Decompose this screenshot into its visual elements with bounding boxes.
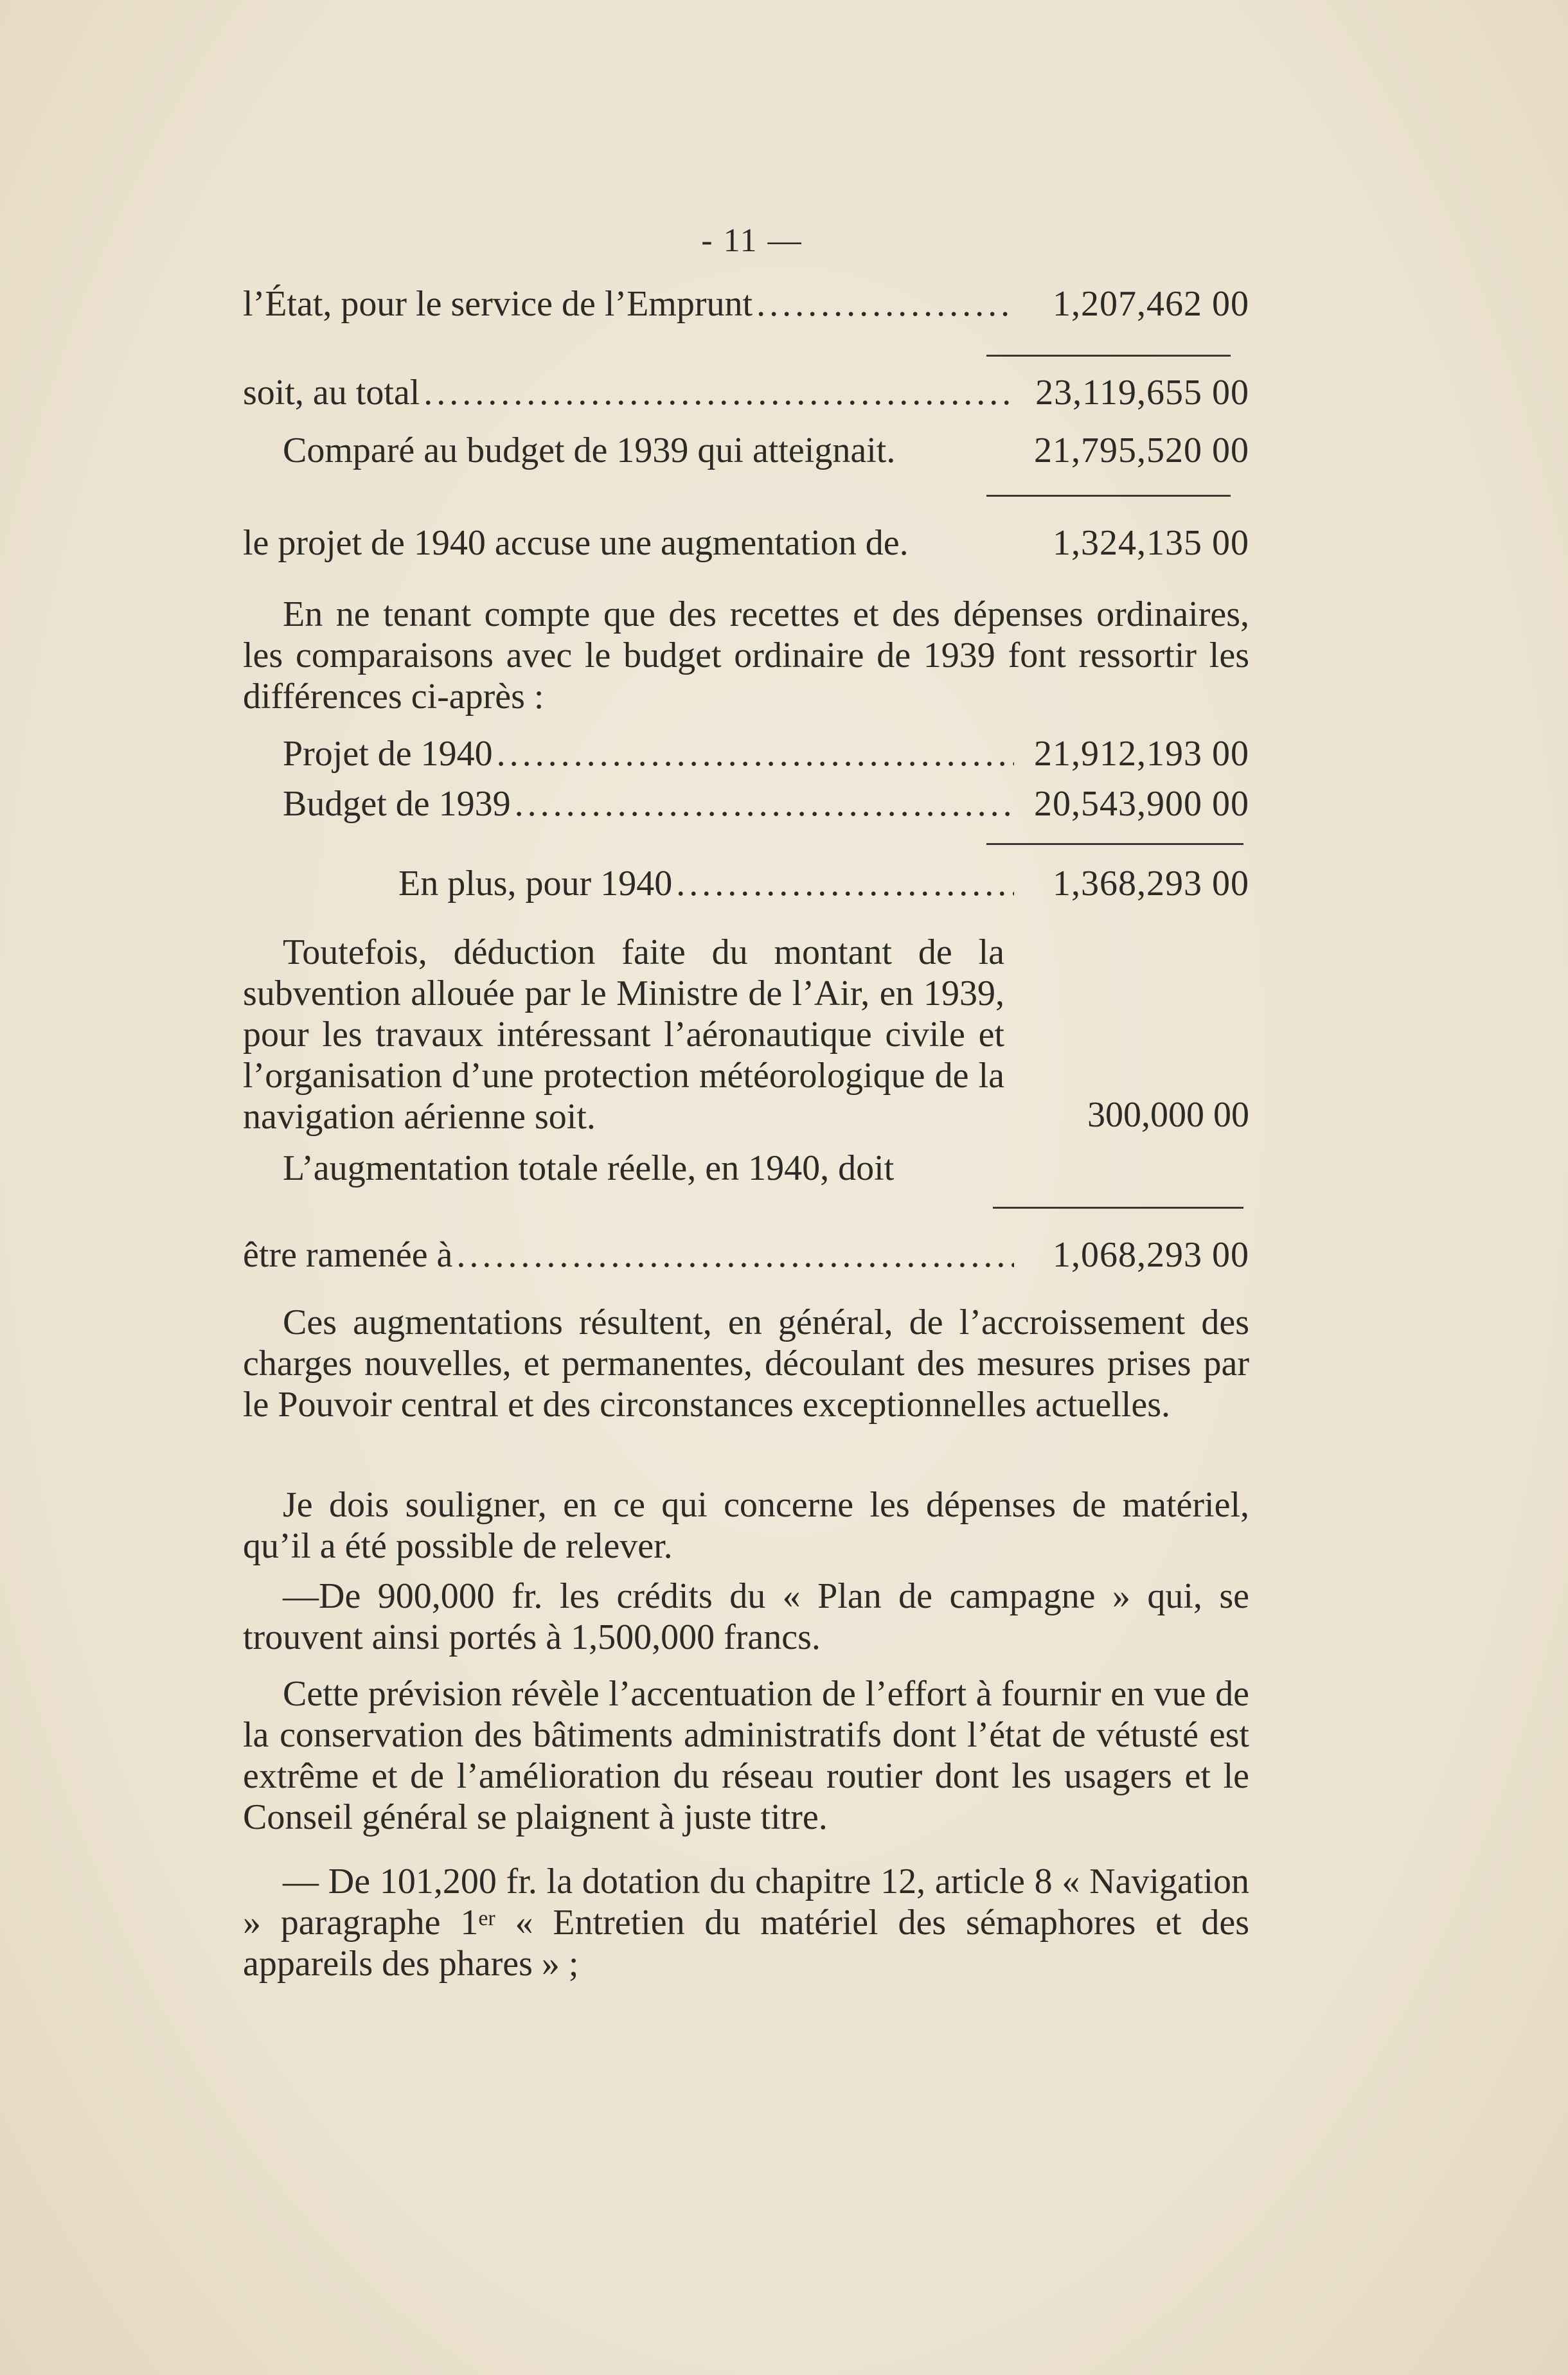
sum-rule: [986, 355, 1231, 357]
row-ramenee: [243, 1234, 1249, 1276]
total-rule: [993, 1207, 1243, 1209]
row-projet: [243, 733, 1249, 775]
leader-dots: [423, 371, 1014, 414]
row-label: l’État, pour le service de l’Emprunt: [243, 284, 753, 324]
paragraph-ces-augmentations: [243, 1302, 1249, 1425]
row-label: le projet de 1940 accuse une augmentation de.: [243, 523, 909, 563]
leader-dots: [456, 1234, 1014, 1276]
paragraph-augmentation-totale: [243, 1148, 1004, 1189]
paragraph-text: Je dois souligner, en ce qui concerne les dépenses de matériel, qu’il a été possible de relever.: [243, 1485, 1249, 1566]
page-number: - 11 —: [701, 222, 803, 259]
paragraph-text: En ne tenant compte que des recettes et des dépenses ordinaires, les comparaisons avec le budget ordinaire de 1939 font ressortir les différences ci-après :: [243, 594, 1249, 716]
difference-rule: [986, 495, 1231, 497]
paragraph-text: Cette prévision révèle l’accentuation de l’effort à fournir en vue de la conservation des bâtiments administratifs dont l’état de vétusté est extrême et de l’amélioration du réseau routier dont les usagers et le Conseil général se plaignent à juste titre.: [243, 1674, 1249, 1837]
paragraph-text: — De 101,200 fr. la dotation du chapitre 12, article 8 « Navigation » paragraphe 1er « Entretien du matériel des sémaphores et des appareils des phares » ;: [243, 1862, 1250, 1984]
row-amount: 1,368,293 00: [1053, 864, 1249, 903]
row-total: [243, 371, 1249, 414]
paragraph-de-900000: [243, 1576, 1249, 1658]
paragraph-toutefois: [243, 932, 1004, 1137]
row-compare: [243, 429, 1249, 472]
row-amount: 23,119,655 00: [1035, 373, 1249, 413]
row-enplus: [243, 862, 1249, 905]
paragraph-text: —De 900,000 fr. les crédits du « Plan de campagne » qui, se trouvent ainsi portés à 1,500,000 francs.: [243, 1576, 1249, 1657]
row-label: Comparé au budget de 1939 qui atteignait.: [283, 431, 896, 470]
row-amount: 1,324,135 00: [1053, 523, 1249, 563]
difference-rule: [986, 843, 1243, 845]
row-label: être ramenée à: [243, 1235, 453, 1275]
leader-dots: [497, 733, 1014, 775]
paragraph-en-ne-tenant: [243, 594, 1249, 717]
row-label: soit, au total: [243, 373, 420, 413]
leader-dots: [676, 862, 1014, 905]
row-amount: 1,068,293 00: [1053, 1235, 1249, 1275]
paragraph-je-dois: [243, 1484, 1249, 1567]
row-amount: 1,207,462 00: [1053, 284, 1249, 324]
row-budget: [243, 783, 1249, 825]
paragraph-text: Ces augmentations résultent, en général, de l’accroissement des charges nouvelles, et permanentes, découlant des mesures prises par le Pouvoir central et des circonstances exceptionnelles actuelles.: [243, 1303, 1249, 1425]
row-label: En plus, pour 1940: [398, 864, 673, 903]
leader-dots: [515, 783, 1014, 825]
leader-dots: [756, 283, 1014, 325]
row-augment: [243, 522, 1249, 564]
row-amount: 21,912,193 00: [1034, 734, 1249, 774]
row-emprunt: [243, 283, 1249, 325]
row-label: Budget de 1939: [283, 784, 511, 824]
paragraph-text: L’augmentation totale réelle, en 1940, doit: [283, 1148, 895, 1188]
paragraph-cette-prevision: [243, 1673, 1249, 1838]
row-amount: 21,795,520 00: [1034, 431, 1249, 470]
paragraph-de-101200: [243, 1861, 1249, 1984]
row-amount: 20,543,900 00: [1034, 784, 1249, 824]
paragraph-text: Toutefois, déduction faite du montant de la subvention allouée par le Ministre de l’Air, en 1939, pour les travaux intéressant l’aéronautique civile et l’organisation d’une protection météorologique de la navigation aérienne soit.: [243, 932, 1004, 1137]
row-label: Projet de 1940: [283, 734, 493, 774]
subvention-amount: 300,000 00: [1087, 1095, 1249, 1135]
